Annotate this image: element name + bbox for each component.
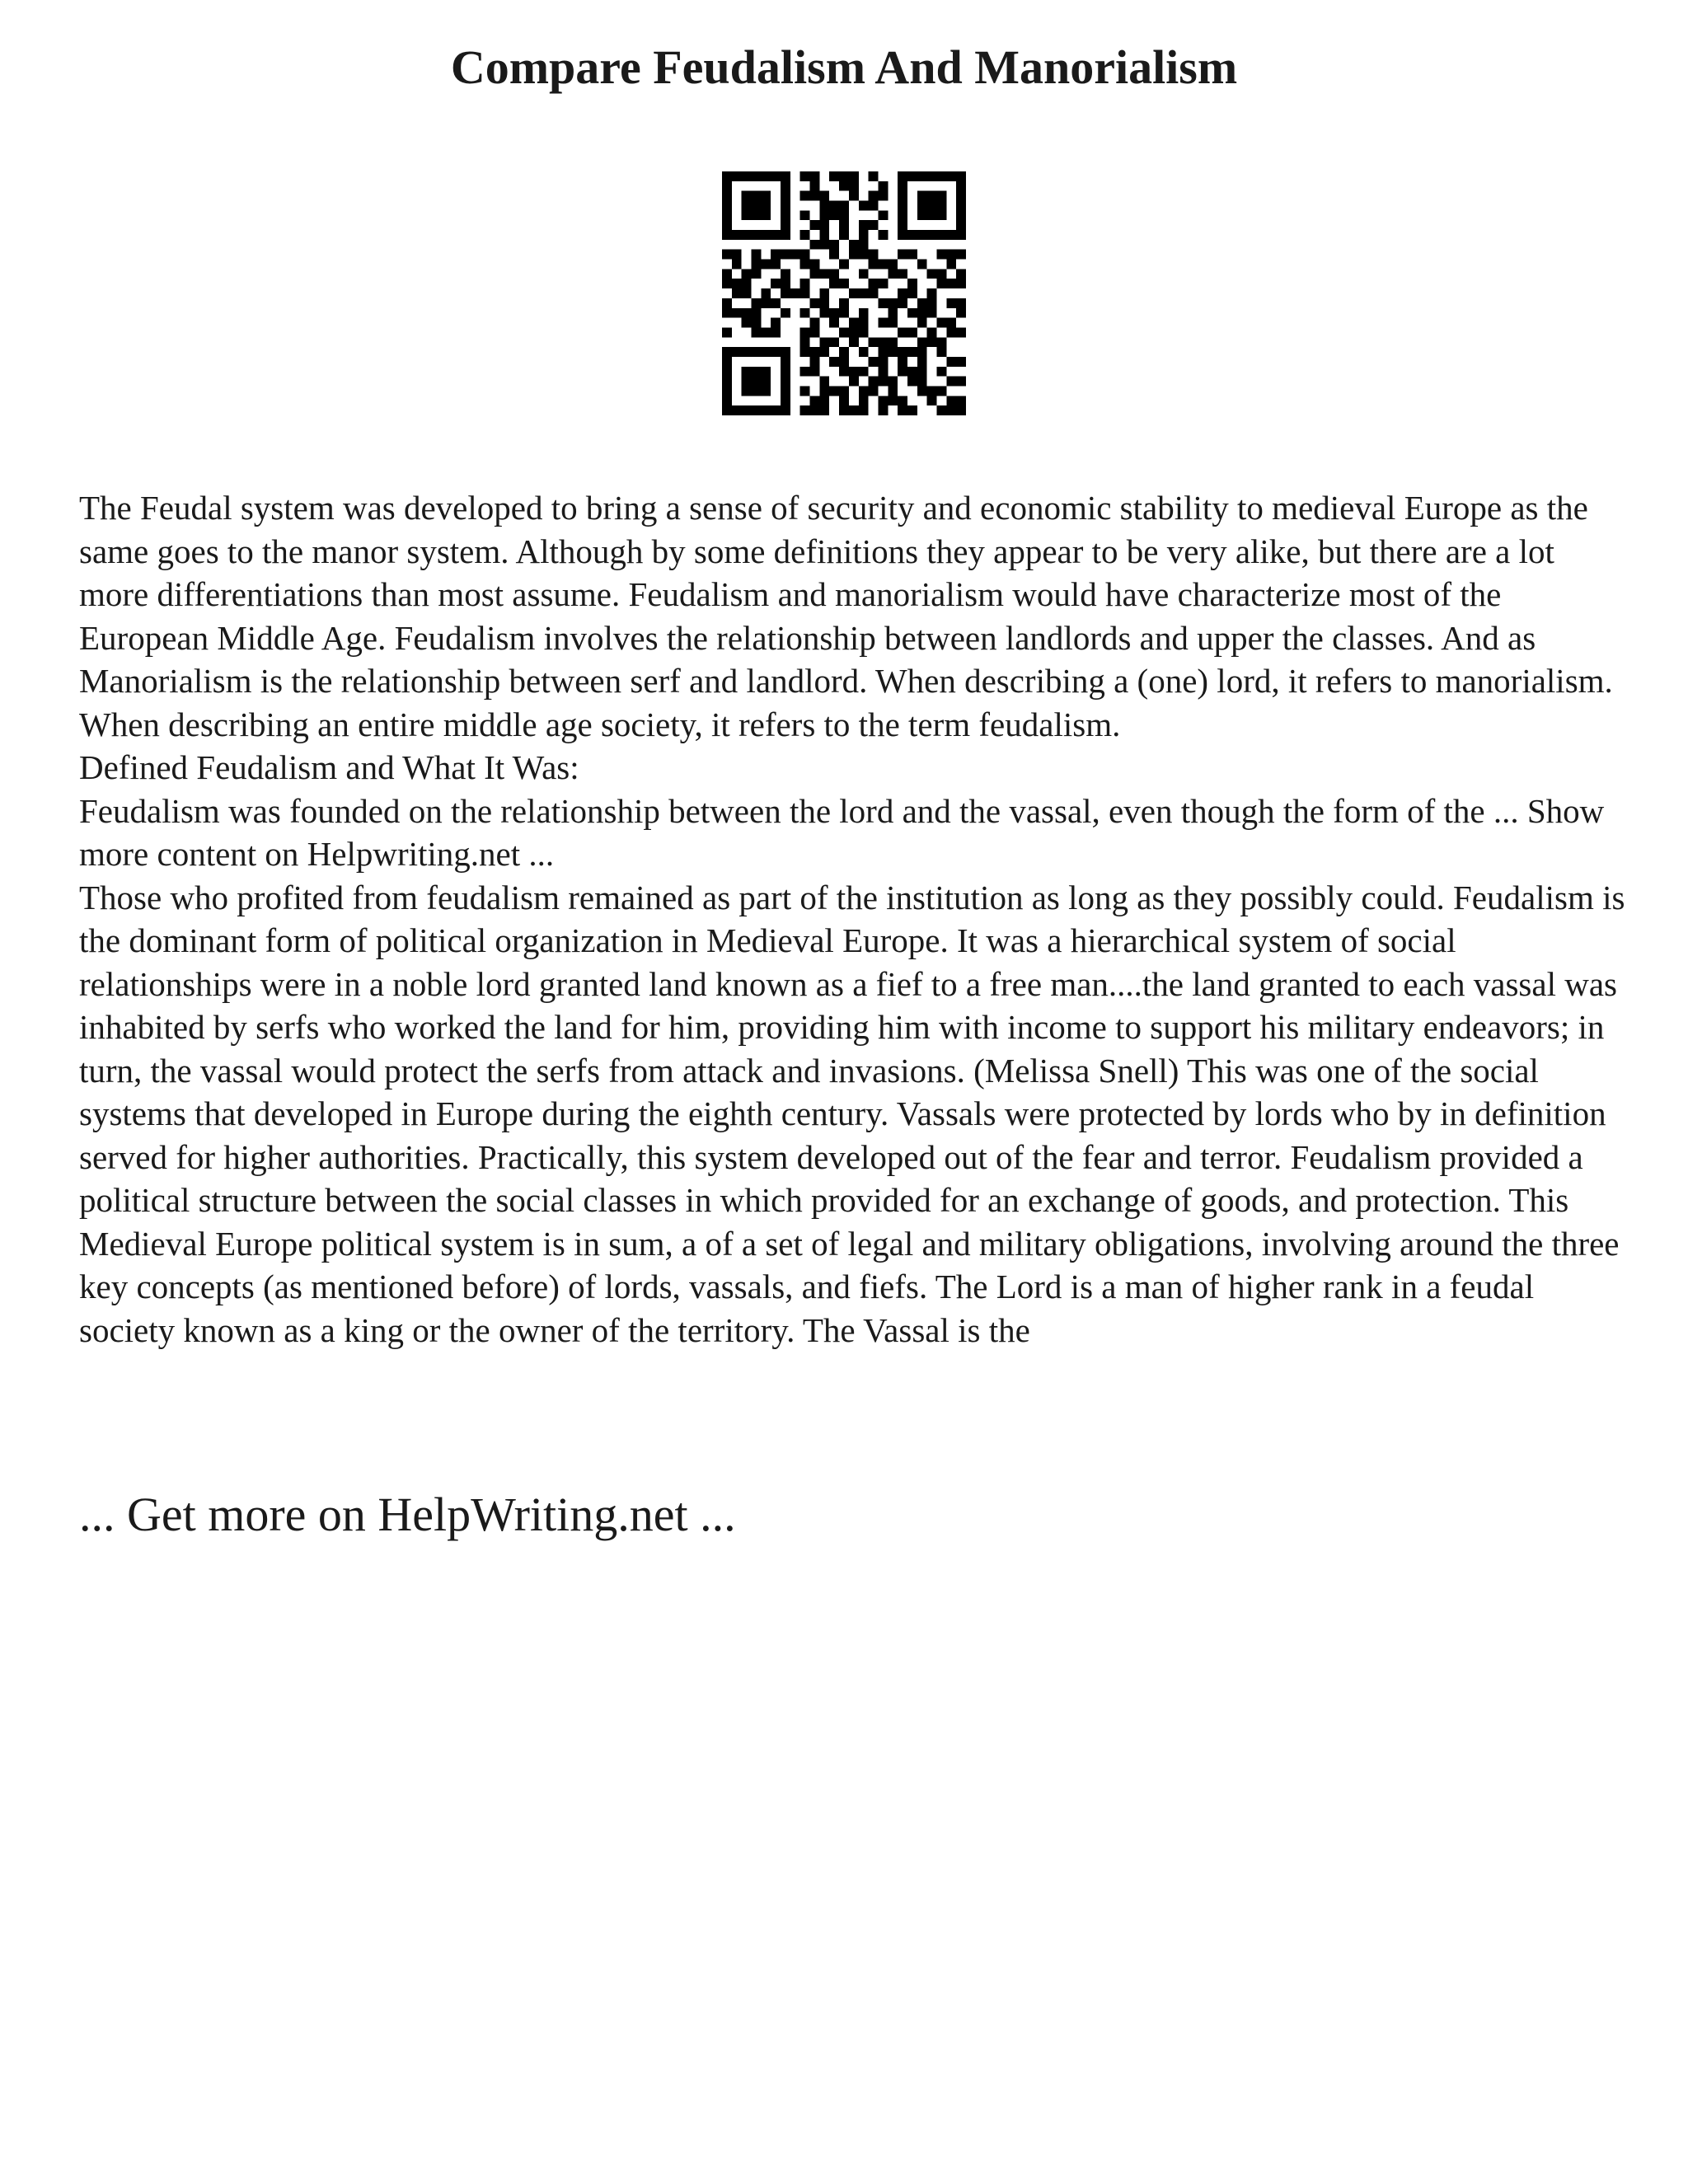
get-more-link[interactable]: ... Get more on HelpWriting.net ... — [79, 1488, 736, 1541]
document-body — [79, 486, 1629, 1352]
paragraph-definition: Feudalism was founded on the relationship between the lord and the vassal, even though the form of the ... Show more content on Helpwriting.net ... — [79, 791, 1605, 873]
paragraph-intro: The Feudal system was developed to bring a sense of security and economic stability to medieval Europe as the same goes to the manor system. Although by some definitions they appear to be very alike, but there are a lot more differentiations than most assume. Feudalism and manorialism would have characterize most of the European Middle Age. Feudalism involves the relationship between landlords and upper the classes. And as Manorialism is the relationship between serf and landlord. When describing a (one) lord, it refers to manorialism. When describing an entire middle age society, it refers to the term feudalism. — [79, 489, 1613, 743]
qr-code-icon — [722, 171, 966, 415]
document-title: Compare Feudalism And Manorialism — [450, 40, 1238, 94]
paragraph-heading: Defined Feudalism and What It Was: — [79, 748, 579, 786]
paragraph-main: Those who profited from feudalism remained as part of the institution as long as they possibly could. Feudalism is the dominant form of political organization in Medieval Europe. It was a hierarchical system of social relationships were in a noble lord granted land known as a fief to a free man....the land granted to each vassal was inhabited by serfs who worked the land for him, providing him with income to support his military endeavors; in turn, the vassal would protect the serfs from attack and invasions. (Melissa Snell) This was one of the social systems that developed in Europe during the eighth century. Vassals were protected by lords who by in definition served for higher authorities. Practically, this system developed out of the fear and terror. Feudalism provided a political structure between the social classes in which provided for an exchange of goods, and protection. This Medieval Europe political system is in sum, a of a set of legal and military obligations, involving around the three key concepts (as mentioned before) of lords, vassals, and fiefs. The Lord is a man of higher rank in a feudal society known as a king or the owner of the territory. The Vassal is the — [79, 878, 1625, 1349]
